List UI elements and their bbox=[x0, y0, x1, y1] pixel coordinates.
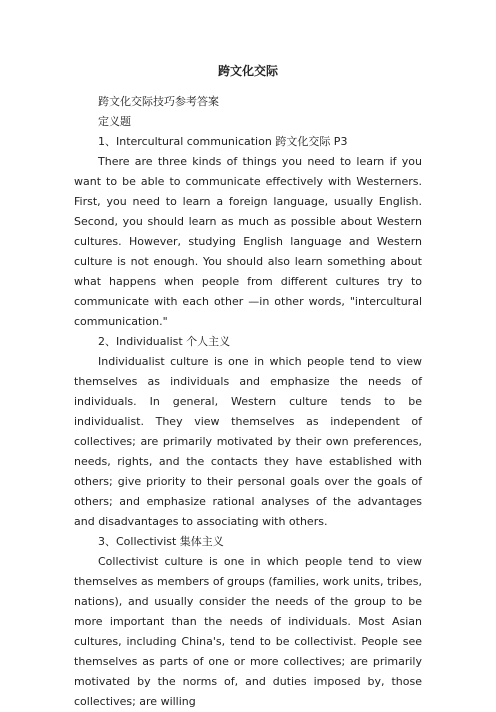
item-body-1: There are three kinds of things you need to learn if you want to be able to communicate effectively with Westerners. First, you need to learn a foreign language, usually English. Second, you should learn as much as possible about Western cultures. However, studying English language and Western culture is not enough. You should also learn something about what happens when people from different cultures try to communicate with each other —in other words, "intercultural communication." bbox=[74, 155, 422, 328]
item-heading-3: 3、Collectivist 集体主义 bbox=[98, 535, 224, 548]
item-body-2: Individualist culture is one in which people tend to view themselves as individuals and emphasize the needs of individuals. In general, Western culture tends to be individualist. They view themselves as independent of collectives; are primarily motivated by their own preferences, needs, rights, and the contacts they have established with others; give priority to their personal goals over the goals of others; and emphasize rational analyses of the advantages and disadvantages to associating with others. bbox=[74, 355, 422, 528]
item-heading-2: 2、Individualist 个人主义 bbox=[98, 335, 231, 348]
item-body-3: Collectivist culture is one in which people tend to view themselves as members of groups (families, work units, tribes, nations), and usually consider the needs of the group to be more important than the needs of individuals. Most Asian cultures, including China's, tend to be collectivist. People see themselves as parts of one or more collectives; are primarily motivated by the norms of, and duties imposed by, those collectives; are willing bbox=[74, 555, 422, 708]
document-title: 跨文化交际 bbox=[217, 64, 278, 78]
document-subtitle: 跨文化交际技巧参考答案 bbox=[98, 95, 219, 108]
section-label: 定义题 bbox=[98, 115, 131, 128]
document-content bbox=[74, 92, 422, 712]
item-heading-1: 1、Intercultural communication 跨文化交际 P3 bbox=[98, 135, 348, 148]
